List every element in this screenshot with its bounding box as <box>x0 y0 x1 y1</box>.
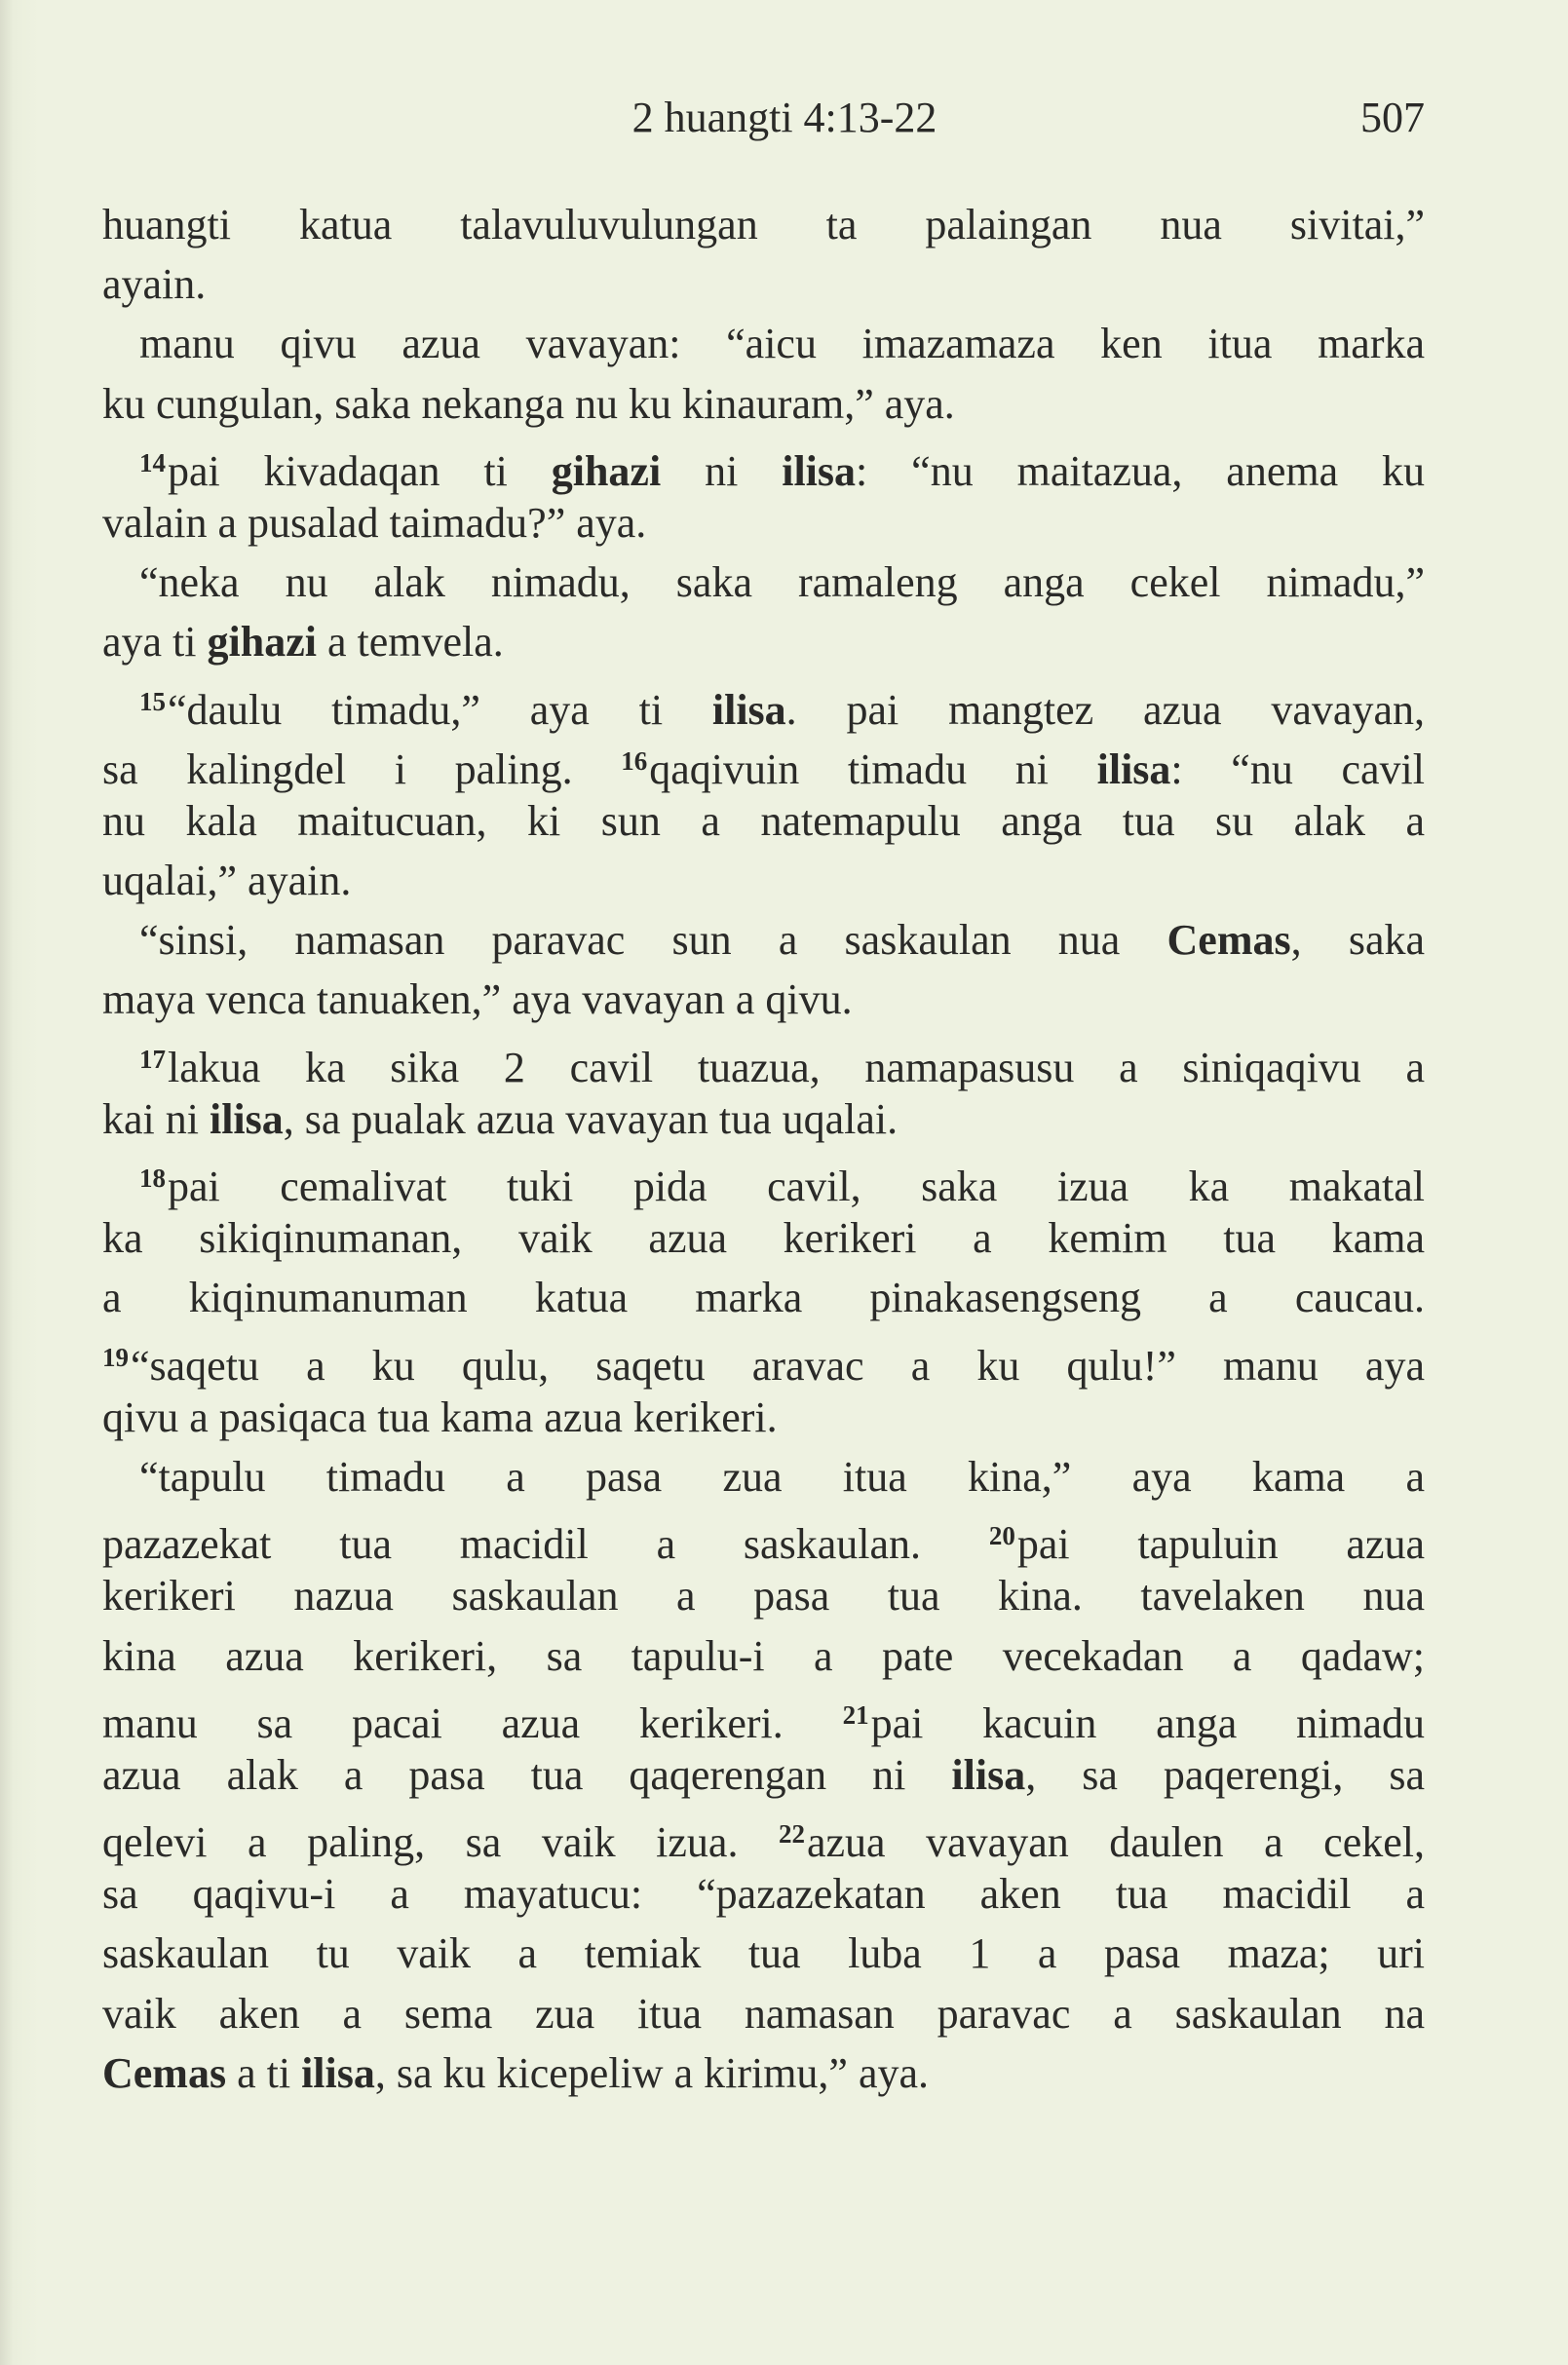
verse-number: 21 <box>842 1699 869 1730</box>
text-span: : “nu maitazua, anema ku <box>856 446 1426 495</box>
text-span: azua vavayan daulen a cekel, <box>807 1818 1425 1867</box>
text-span: lakua ka sika 2 cavil tuazua, namapasusu a siniqaqivu a <box>168 1043 1425 1091</box>
verse-number: 19 <box>102 1342 129 1372</box>
verse-number: 17 <box>139 1044 166 1074</box>
body-text <box>102 195 1425 2103</box>
text-line <box>102 1745 1425 1805</box>
text-span: “neka nu alak nimadu, saka ramaleng anga cekel nimadu,” <box>139 558 1425 607</box>
bold-name: ilisa <box>782 446 857 495</box>
text-line <box>102 1864 1425 1924</box>
verse-number: 14 <box>139 447 166 477</box>
text-span: vaik aken a sema zua itua namasan paravac a saskaulan na <box>102 1989 1425 2038</box>
text-line <box>102 672 1425 732</box>
text-span: “sinsi, namasan paravac sun a saskaulan nua <box>139 916 1167 965</box>
text-line <box>102 1805 1425 1867</box>
text-line <box>102 1388 1425 1447</box>
text-line <box>102 1328 1425 1388</box>
text-span: ayain. <box>102 260 207 309</box>
text-span: ku cungulan, saka nekanga nu ku kinauram,” aya. <box>102 379 955 428</box>
bold-name: ilisa <box>711 685 786 734</box>
text-line <box>102 1686 1425 1745</box>
bold-name: ilisa <box>209 1094 284 1143</box>
text-span: azua alak a pasa tua qaqerengan ni <box>102 1750 952 1799</box>
text-span: “daulu timadu,” aya ti <box>168 685 712 734</box>
text-line <box>102 553 1425 612</box>
running-header: 2 huangti 4:13-22 <box>631 94 937 141</box>
text-span: maya venca tanuaken,” aya vavayan a qivu. <box>102 975 853 1024</box>
text-span: , saka <box>1290 916 1425 965</box>
text-line <box>102 1089 1425 1149</box>
text-span: “saqetu a ku qulu, saqetu aravac a ku qulu!” manu aya <box>131 1341 1425 1390</box>
text-line <box>102 910 1425 970</box>
text-line <box>102 791 1425 851</box>
text-span: a temvela. <box>316 618 504 667</box>
text-line <box>102 1030 1425 1089</box>
bold-name: ilisa <box>301 2048 375 2097</box>
verse-number: 22 <box>779 1819 805 1850</box>
text-line <box>102 1924 1425 1983</box>
bold-name: Cemas <box>102 2048 227 2097</box>
text-span: “tapulu timadu a pasa zua itua kina,” aya kama a <box>139 1452 1425 1501</box>
text-line <box>102 1984 1425 2043</box>
text-line <box>102 1208 1425 1268</box>
text-span: uqalai,” ayain. <box>102 857 352 905</box>
text-span: : “nu cavil <box>1170 744 1426 793</box>
text-span: , sa pualak azua vavayan tua uqalai. <box>283 1094 899 1143</box>
text-span: ka sikiqinumanan, vaik azua kerikeri a kemim tua kama <box>102 1214 1425 1263</box>
text-line <box>102 195 1425 254</box>
text-span: pai tapuluin azua <box>1016 1520 1426 1569</box>
text-line <box>102 434 1425 493</box>
text-span: . pai mangtez azua vavayan, <box>785 685 1425 734</box>
text-span: nu kala maitucuan, ki sun a natemapulu anga tua su alak a <box>102 796 1425 845</box>
text-span: , sa ku kicepeliw a kirimu,” aya. <box>374 2048 930 2097</box>
text-line <box>102 374 1425 434</box>
text-span: a ti <box>226 2048 302 2097</box>
text-span: ni <box>661 446 783 495</box>
text-line <box>102 970 1425 1029</box>
bold-name: Cemas <box>1166 916 1291 965</box>
text-span: pai kacuin anga nimadu <box>870 1698 1425 1747</box>
text-span: manu sa pacai azua kerikeri. <box>102 1698 843 1747</box>
text-line <box>102 612 1425 671</box>
text-span: pazazekat tua macidil a saskaulan. <box>102 1520 989 1569</box>
text-line <box>102 1566 1425 1625</box>
text-span: valain a pusalad taimadu?” aya. <box>102 498 647 547</box>
text-span: pai kivadaqan ti <box>168 446 552 495</box>
text-span: aya ti <box>102 618 208 667</box>
text-span: huangti katua talavuluvulungan ta palaingan nua sivitai,” <box>102 201 1425 248</box>
verse-number: 18 <box>139 1163 166 1193</box>
text-line <box>102 493 1425 553</box>
verse-number: 16 <box>621 745 648 776</box>
text-span: sa kalingdel i paling. <box>102 744 622 793</box>
bold-name: ilisa <box>1096 744 1171 793</box>
verse-number: 15 <box>139 686 166 716</box>
text-line <box>102 851 1425 910</box>
text-line <box>102 732 1425 791</box>
verse-number: 20 <box>988 1521 1015 1551</box>
text-line <box>102 1447 1425 1507</box>
text-span: qivu a pasiqaca tua kama azua kerikeri. <box>102 1392 778 1441</box>
text-line <box>102 254 1425 314</box>
text-span: pai cemalivat tuki pida cavil, saka izua ka makatal <box>168 1163 1425 1210</box>
text-span: qaqivuin timadu ni <box>649 744 1097 793</box>
bold-name: ilisa <box>951 1750 1026 1799</box>
text-span: kerikeri nazua saskaulan a pasa tua kina. tavelaken nua <box>102 1572 1425 1621</box>
text-line <box>102 1507 1426 1569</box>
text-line <box>102 1149 1425 1208</box>
text-span: sa qaqivu-i a mayatucu: “pazazekatan aken tua macidil a <box>102 1870 1425 1919</box>
bold-name: gihazi <box>551 446 662 495</box>
text-line <box>102 2043 1425 2103</box>
text-span: , sa paqerengi, sa <box>1025 1750 1425 1799</box>
page-number: 507 <box>1360 94 1425 141</box>
text-span: kina azua kerikeri, sa tapulu-i a pate vecekadan a qadaw; <box>102 1631 1425 1680</box>
text-span: kai ni <box>102 1094 210 1143</box>
text-line <box>102 1268 1425 1327</box>
text-span: saskaulan tu vaik a temiak tua luba 1 a pasa maza; uri <box>102 1929 1425 1978</box>
text-span: manu qivu azua vavayan: “aicu imazamaza ken itua marka <box>139 320 1425 368</box>
text-line <box>102 314 1425 373</box>
text-span: qelevi a paling, sa vaik izua. <box>102 1818 779 1867</box>
text-line <box>102 1626 1425 1686</box>
text-span: a kiqinumanuman katua marka pinakasengseng a caucau. <box>102 1274 1425 1322</box>
bold-name: gihazi <box>207 618 317 667</box>
